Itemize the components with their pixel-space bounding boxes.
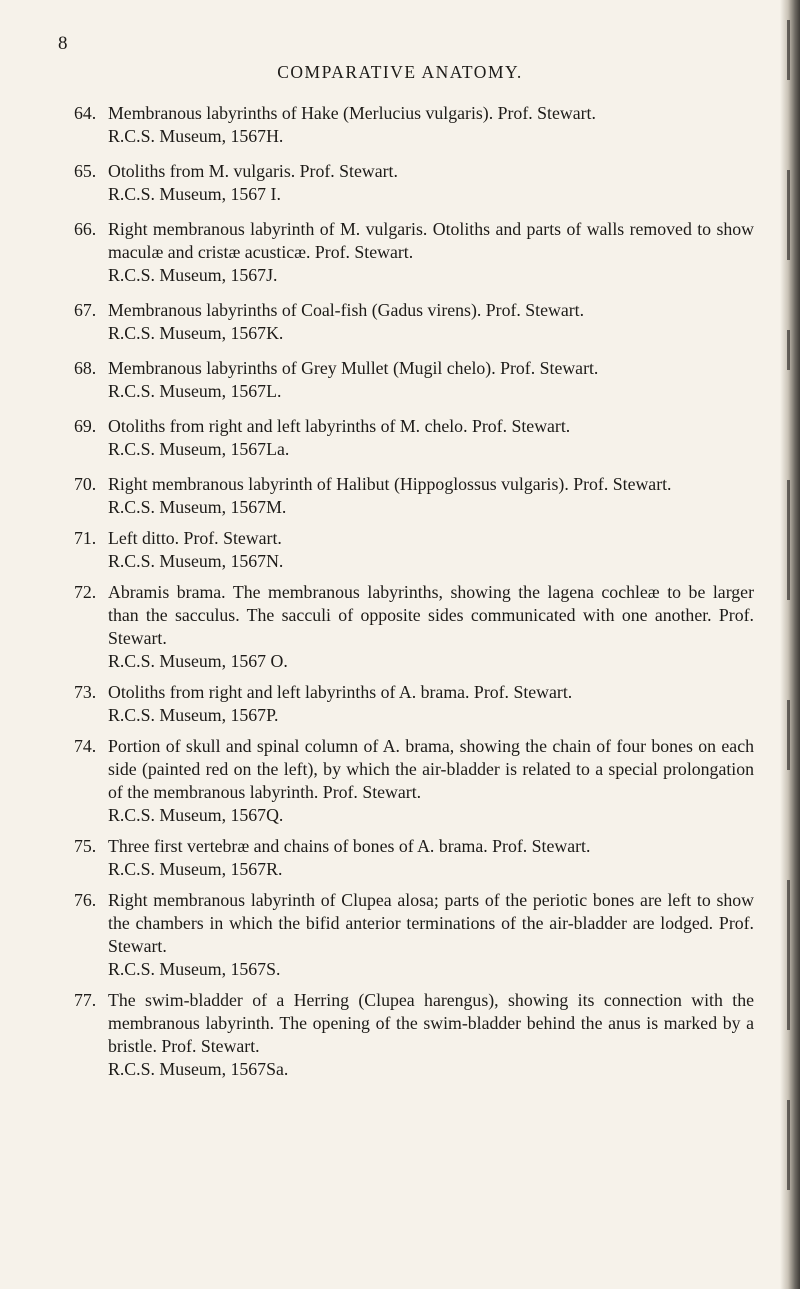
entry-description: Three first vertebræ and chains of bones of A. brama. Prof. Stewart. (108, 836, 591, 856)
catalogue-entry (74, 357, 754, 403)
entry-museum-reference: R.C.S. Museum, 1567P. (108, 705, 279, 725)
entry-number: 76. (74, 890, 97, 910)
entry-museum-reference: R.C.S. Museum, 1567R. (108, 859, 283, 879)
entry-description: Otoliths from M. vulgaris. Prof. Stewart. (108, 161, 398, 181)
entry-description: Right membranous labyrinth of Halibut (Hippoglossus vulgaris). Prof. Stewart. (108, 474, 672, 494)
edge-mark (787, 170, 790, 260)
entry-museum-reference: R.C.S. Museum, 1567M. (108, 497, 287, 517)
entry-number: 66. (74, 219, 97, 239)
entry-description: Abramis brama. The membranous labyrinths, showing the lagena cochleæ to be larger than the sacculus. The sacculi of opposite sides communicated with one another. Prof. Stewart. (108, 582, 754, 648)
entry-museum-reference: R.C.S. Museum, 1567N. (108, 551, 284, 571)
catalogue-entry (74, 218, 754, 287)
entry-number: 68. (74, 358, 97, 378)
entry-museum-reference: R.C.S. Museum, 1567K. (108, 323, 284, 343)
catalogue-entries (74, 102, 754, 1081)
entry-number: 72. (74, 582, 97, 602)
catalogue-entry (74, 473, 754, 519)
entry-number: 71. (74, 528, 97, 548)
entry-number: 73. (74, 682, 97, 702)
edge-mark (787, 1100, 790, 1190)
page-number: 8 (58, 33, 68, 54)
catalogue-entry (74, 989, 754, 1081)
catalogue-entry (74, 415, 754, 461)
entry-museum-reference: R.C.S. Museum, 1567 O. (108, 651, 288, 671)
entry-description: Otoliths from right and left labyrinths of A. brama. Prof. Stewart. (108, 682, 573, 702)
entry-description: Membranous labyrinths of Hake (Merlucius vulgaris). Prof. Stewart. (108, 103, 596, 123)
entry-number: 74. (74, 736, 97, 756)
entry-number: 67. (74, 300, 97, 320)
edge-mark (787, 700, 790, 770)
catalogue-entry (74, 299, 754, 345)
catalogue-entry (74, 527, 754, 573)
entry-description: The swim-bladder of a Herring (Clupea harengus), showing its connection with the membranous labyrinth. The opening of the swim-bladder behind the anus is marked by a bristle. Prof. Stewart. (108, 990, 754, 1056)
entry-number: 77. (74, 990, 97, 1010)
catalogue-entry (74, 735, 754, 827)
entry-description: Left ditto. Prof. Stewart. (108, 528, 282, 548)
catalogue-entry (74, 889, 754, 981)
entry-number: 69. (74, 416, 97, 436)
entry-museum-reference: R.C.S. Museum, 1567J. (108, 265, 278, 285)
catalogue-entry (74, 681, 754, 727)
catalogue-entry (74, 835, 754, 881)
running-head: COMPARATIVE ANATOMY. (277, 62, 523, 82)
entry-description: Membranous labyrinths of Grey Mullet (Mugil chelo). Prof. Stewart. (108, 358, 599, 378)
catalogue-entry (74, 160, 754, 206)
entry-number: 75. (74, 836, 97, 856)
entry-description: Portion of skull and spinal column of A. brama, showing the chain of four bones on each side (painted red on the left), by which the air-bladder is related to a special prolongation of the membranous labyrinth. Prof. Stewart. (108, 736, 754, 802)
entry-museum-reference: R.C.S. Museum, 1567Q. (108, 805, 284, 825)
entry-number: 65. (74, 161, 97, 181)
entry-description: Right membranous labyrinth of Clupea alosa; parts of the periotic bones are left to show the chambers in which the bifid anterior terminations of the air-bladder are lodged. Prof. Stewart. (108, 890, 754, 956)
entry-description: Membranous labyrinths of Coal-fish (Gadus virens). Prof. Stewart. (108, 300, 585, 320)
catalogue-entry (74, 581, 754, 673)
entry-museum-reference: R.C.S. Museum, 1567L. (108, 381, 282, 401)
entry-museum-reference: R.C.S. Museum, 1567S. (108, 959, 281, 979)
edge-mark (787, 20, 790, 80)
catalogue-entry (74, 102, 754, 148)
entry-museum-reference: R.C.S. Museum, 1567Sa. (108, 1059, 289, 1079)
entry-number: 70. (74, 474, 97, 494)
entry-description: Otoliths from right and left labyrinths of M. chelo. Prof. Stewart. (108, 416, 571, 436)
edge-mark (787, 880, 790, 1030)
entry-museum-reference: R.C.S. Museum, 1567 I. (108, 184, 281, 204)
page-edge-shadow (780, 0, 800, 1289)
entry-museum-reference: R.C.S. Museum, 1567La. (108, 439, 290, 459)
entry-description: Right membranous labyrinth of M. vulgaris. Otoliths and parts of walls removed to show maculæ and cristæ acusticæ. Prof. Stewart. (108, 219, 754, 262)
edge-mark (787, 330, 790, 370)
entry-museum-reference: R.C.S. Museum, 1567H. (108, 126, 284, 146)
entry-number: 64. (74, 103, 97, 123)
edge-mark (787, 480, 790, 600)
